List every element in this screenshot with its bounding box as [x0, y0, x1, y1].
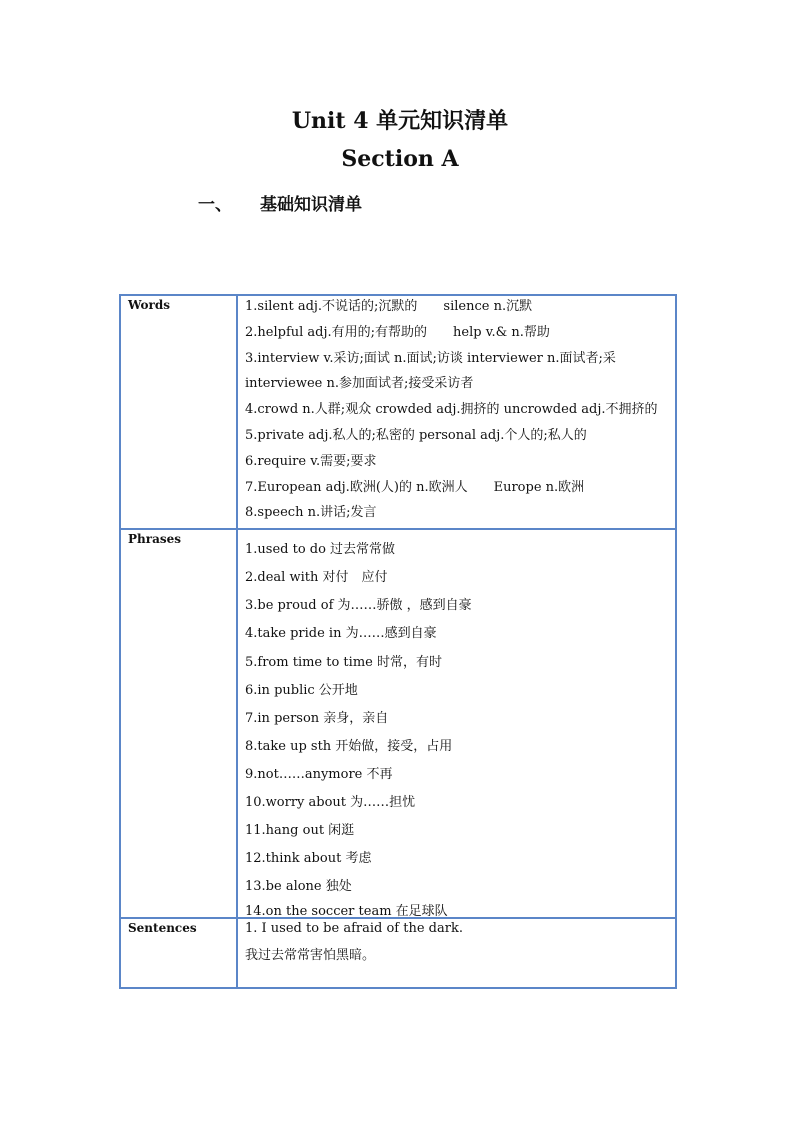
phrase-entry: 14.on the soccer team 在足球队: [245, 904, 448, 920]
words-label: Words: [120, 295, 237, 529]
part-heading-text: 基础知识清单: [260, 195, 362, 215]
phrase-entry: 5.from time to time 时常，有时: [245, 654, 442, 670]
phrase-entry: 3.be proud of 为……骄傲 ，感到自豪: [245, 598, 472, 614]
part-heading: [198, 190, 362, 215]
phrase-entry: 11.hang out 闲逛: [245, 823, 355, 839]
word-entry: interviewee n.参加面试者;接受采访者: [245, 376, 474, 392]
word-entry: 6.require v.需要;要求: [245, 453, 377, 469]
phrase-entry: 1.used to do 过去常常做: [245, 542, 396, 558]
phrase-entry: 4.take pride in 为……感到自豪: [245, 626, 437, 642]
words-content: [237, 295, 676, 529]
phrase-entry: 12.think about 考虑: [245, 851, 372, 867]
sentence-english: 1. I used to be afraid of the dark.: [245, 921, 463, 937]
phrase-entry: 2.deal with 对付 应付: [245, 570, 388, 586]
sentences-content: [237, 918, 676, 988]
word-entry: 7.European adj.欧洲(人)的 n.欧洲人 Europe n.欧洲: [245, 479, 585, 495]
phrase-entry: 6.in public 公开地: [245, 682, 358, 698]
phrase-entry: 7.in person 亲身，亲自: [245, 710, 389, 726]
phrase-entry: 13.be alone 独处: [245, 879, 352, 895]
word-entry: 1.silent adj.不说话的;沉默的 silence n.沉默: [245, 299, 533, 314]
phrases-label: Phrases: [120, 529, 237, 918]
word-entry: 3.interview v.采访;面试 n.面试;访谈 interviewer n.面试者;采: [245, 350, 616, 366]
word-entry: 5.private adj.私人的;私密的 personal adj.个人的;私人的: [245, 427, 587, 443]
phrase-entry: 8.take up sth 开始做，接受，占用: [245, 738, 453, 754]
table-row-phrases: [120, 529, 676, 918]
section-title: Section A: [341, 146, 459, 172]
sentences-label: Sentences: [120, 918, 237, 988]
word-entry: 4.crowd n.人群;观众 crowded adj.拥挤的 uncrowded adj.不拥挤的: [245, 402, 658, 418]
page-title: Unit 4 单元知识清单: [291, 108, 509, 134]
phrase-entry: 9.not……anymore 不再: [245, 766, 393, 782]
part-number: 一、: [198, 195, 232, 215]
table-row-words: [120, 295, 676, 529]
table-row-sentences: [120, 918, 676, 988]
phrases-content: [237, 529, 676, 918]
sentence-chinese: 我过去常常害怕黑暗。: [245, 948, 376, 964]
word-entry: 8.speech n.讲话;发言: [245, 505, 377, 521]
phrase-entry: 10.worry about 为……担忧: [245, 795, 416, 811]
word-entry: 2.helpful adj.有用的;有帮助的 help v.& n.帮助: [245, 324, 550, 340]
knowledge-table: [119, 294, 677, 989]
